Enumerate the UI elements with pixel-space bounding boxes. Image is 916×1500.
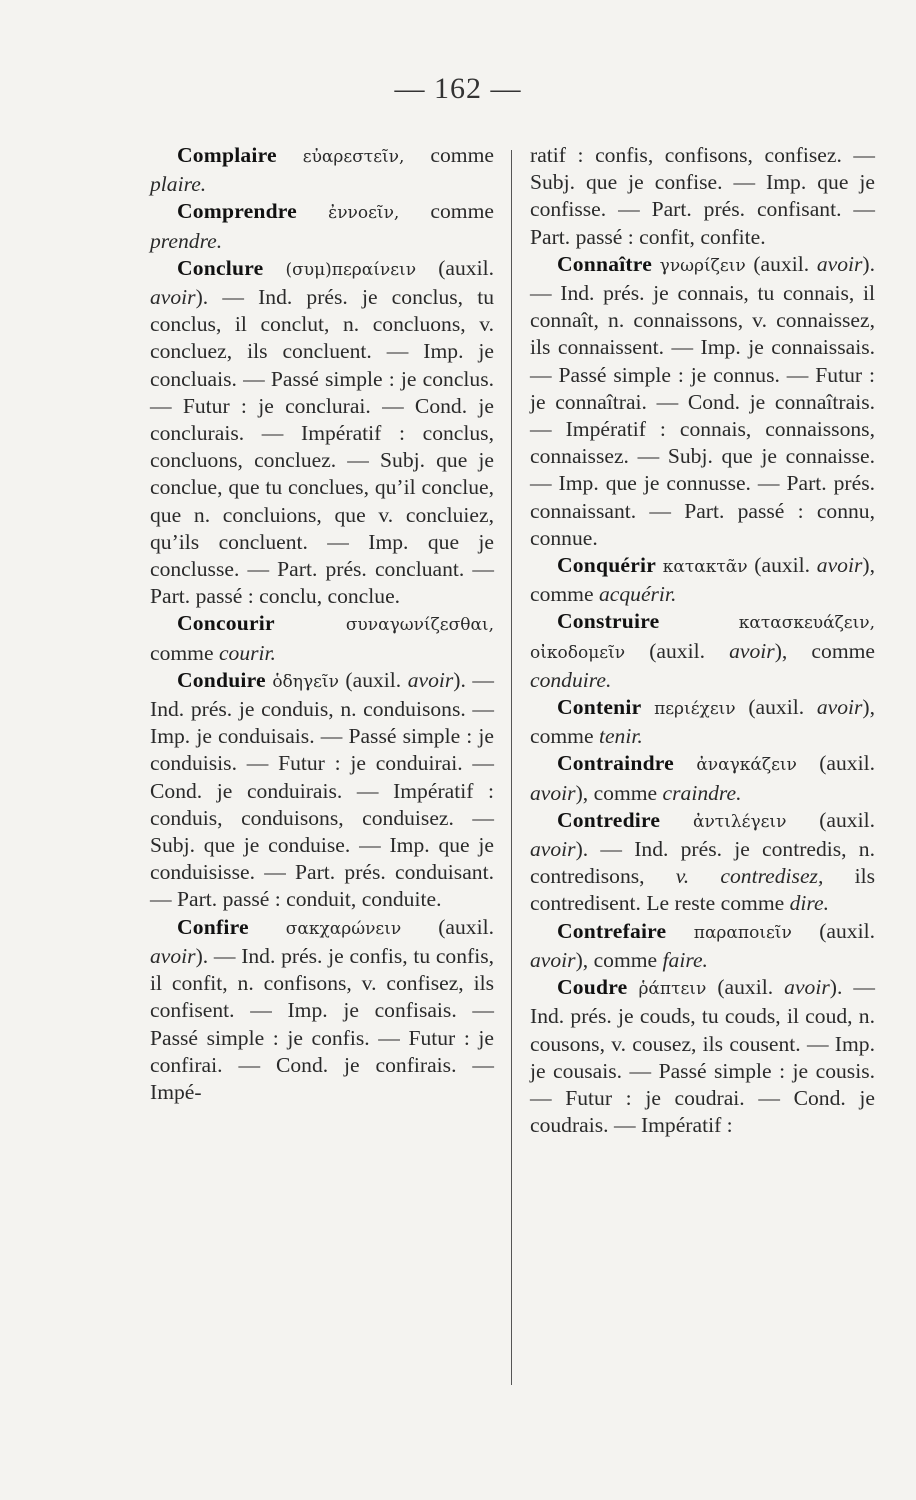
entry-text: ), comme [530, 695, 875, 749]
entry-text: (auxil. [747, 553, 817, 578]
entry-text: ). — Ind. prés. je conduis, n. conduisons. — Imp. je conduisais. — Passé simple : je conduisis. — Futur : je conduirai. — Cond. je conduirais. — Impératif : conduis, conduisons, conduisez. — Subj. que je conduise. — Imp. que je conduisisse. — Part. prés. conduisant. — Part. passé : conduit, conduite. [150, 667, 494, 912]
dictionary-entry [150, 667, 494, 914]
entry-greek: κατακτᾶν [662, 557, 748, 578]
italic-text: conduire. [530, 667, 612, 692]
italic-text: avoir [816, 251, 863, 276]
dictionary-entry [530, 251, 875, 552]
dictionary-entry [530, 750, 875, 806]
entry-greek: παραποιεῖν [693, 922, 792, 943]
entry-headword: Contenir [557, 695, 642, 720]
italic-text: avoir [729, 638, 775, 663]
entry-text: ratif : confis, confisons, confisez. — Subj. que je confise. — Imp. que je confisse. — Part. prés. confisant. — Part. passé : confit, confite. [530, 143, 875, 249]
entry-headword: Connaître [557, 251, 652, 276]
entry-text: (auxil. [745, 251, 817, 276]
entry-text: ), comme [575, 780, 663, 805]
page-number: — 162 — [394, 72, 522, 105]
entry-greek: ἀναγκάζειν [696, 755, 797, 776]
dictionary-entry [150, 198, 494, 254]
entry-headword: Conduire [177, 667, 266, 692]
italic-text: avoir [530, 947, 576, 972]
left-column [150, 142, 494, 1106]
entry-text: comme [399, 199, 494, 224]
italic-text: avoir [150, 285, 196, 310]
entry-text: (auxil. [786, 807, 875, 832]
italic-text: avoir [530, 780, 576, 805]
entry-text: comme [150, 640, 219, 665]
italic-text: avoir [530, 837, 576, 862]
entry-text: (auxil. [625, 638, 730, 663]
italic-text: tenir. [598, 724, 643, 749]
entry-continuation [530, 142, 875, 251]
dictionary-entry [530, 694, 875, 750]
entry-text: ils contredisent. Le reste comme [530, 864, 875, 916]
entry-text: (auxil. [338, 667, 408, 692]
entry-text: (auxil. [735, 695, 817, 720]
dictionary-entry [150, 255, 494, 611]
entry-text: (auxil. [796, 751, 875, 776]
italic-text: faire. [662, 947, 708, 972]
entry-text: ). — Ind. prés. je connais, tu connais, il connaît, n. connaissons, v. connaissez, ils connaissent. — Imp. je connaissais. — Passé simple : je connus. — Futur : je connaîtrai. — Cond. je connaîtrais. — Impératif : connais, connaissons, connaissez. — Subj. que je connaisse. — Imp. que je connusse. — Part. prés. connaissant. — Part. passé : connu, connue. [530, 251, 875, 550]
entry-text: ), comme [774, 638, 875, 663]
italic-text: avoir [816, 695, 863, 720]
italic-text: avoir [150, 943, 196, 968]
entry-text: (auxil. [401, 914, 494, 939]
entry-headword: Coudre [557, 975, 628, 1000]
entry-text: ). — Ind. prés. je couds, tu couds, il coud, n. cousons, v. cousez, ils cousent. — Imp. je cousais. — Passé simple : je cousis. — Futur : je coudrai. — Cond. je coudrais. — Impératif : [530, 975, 875, 1138]
column-divider [511, 150, 512, 1385]
entry-headword: Confire [177, 914, 249, 939]
italic-text: acquérir. [598, 582, 677, 607]
entry-headword: Construire [557, 609, 660, 634]
dictionary-entry [150, 142, 494, 198]
right-column [530, 142, 875, 1139]
italic-text: avoir [784, 975, 830, 1000]
entry-text: ), comme [530, 553, 875, 607]
entry-text: (auxil. [791, 918, 875, 943]
dictionary-entry [530, 552, 875, 608]
dictionary-entry [150, 610, 494, 666]
italic-text: courir. [218, 640, 276, 665]
entry-greek: ἐννοεῖν, [328, 203, 400, 224]
italic-text: prendre. [150, 228, 223, 253]
entry-greek: (συμ)περαίνειν [285, 259, 417, 280]
dictionary-entry [530, 918, 875, 974]
italic-text: plaire. [150, 172, 207, 197]
dictionary-entry [150, 914, 494, 1106]
entry-text: (auxil. [706, 975, 785, 1000]
entry-headword: Contredire [557, 807, 661, 832]
dictionary-entry [530, 608, 875, 694]
italic-text: dire. [789, 891, 830, 916]
italic-text: avoir [816, 553, 863, 578]
entry-text: (auxil. [416, 255, 494, 280]
entry-text: ). — Ind. prés. je contredis, n. contredisons, [530, 837, 875, 889]
dictionary-entry [530, 974, 875, 1139]
entry-headword: Contrefaire [557, 918, 667, 943]
entry-greek: εὐαρεστεῖν, [302, 147, 405, 167]
italic-text: v. contredisez, [675, 864, 824, 889]
entry-headword: Concourir [177, 611, 275, 636]
entry-headword: Complaire [177, 143, 277, 167]
entry-greek: συναγωνίζεσθαι, [345, 615, 494, 636]
entry-headword: Comprendre [177, 199, 297, 224]
entry-text: comme [404, 143, 494, 167]
entry-greek: ῥάπτειν [638, 979, 707, 1000]
entry-greek: περιέχειν [654, 699, 736, 720]
italic-text: avoir [407, 667, 454, 692]
entry-headword: Conclure [177, 255, 264, 280]
entry-text: ). — Ind. prés. je confis, tu confis, il confit, n. confisons, v. confisez, ils confisent. — Imp. je confisais. — Passé simple : je confis. — Futur : je confirai. — Cond. je confirais. — Impé- [150, 943, 494, 1104]
entry-greek: ἀντιλέγειν [692, 811, 787, 832]
dictionary-entry [530, 807, 875, 918]
entry-headword: Contraindre [557, 751, 674, 776]
italic-text: craindre. [662, 780, 742, 805]
entry-greek: γνωρίζειν [659, 255, 746, 276]
entry-headword: Conquérir [557, 553, 656, 578]
entry-text: ), comme [575, 947, 663, 972]
entry-text: ). — Ind. prés. je conclus, tu conclus, il conclut, n. concluons, v. concluez, ils concluent. — Imp. je concluais. — Passé simple : je conclus. — Futur : je conclurai. — Cond. je conclurais. — Impératif : conclus, concluons, concluez. — Subj. que je conclue, que tu conclues, qu’il conclue, que n. concluions, que v. concluiez, qu’ils concluent. — Imp. que je conclusse. — Part. prés. concluant. — Part. passé : conclu, conclue. [150, 285, 494, 609]
entry-greek: ὁδηγεῖν [272, 671, 339, 692]
entry-greek: σακχαρώνειν [285, 918, 402, 939]
entry-greek: κατασκευάζειν, οἰκοδομεῖν [530, 613, 875, 663]
